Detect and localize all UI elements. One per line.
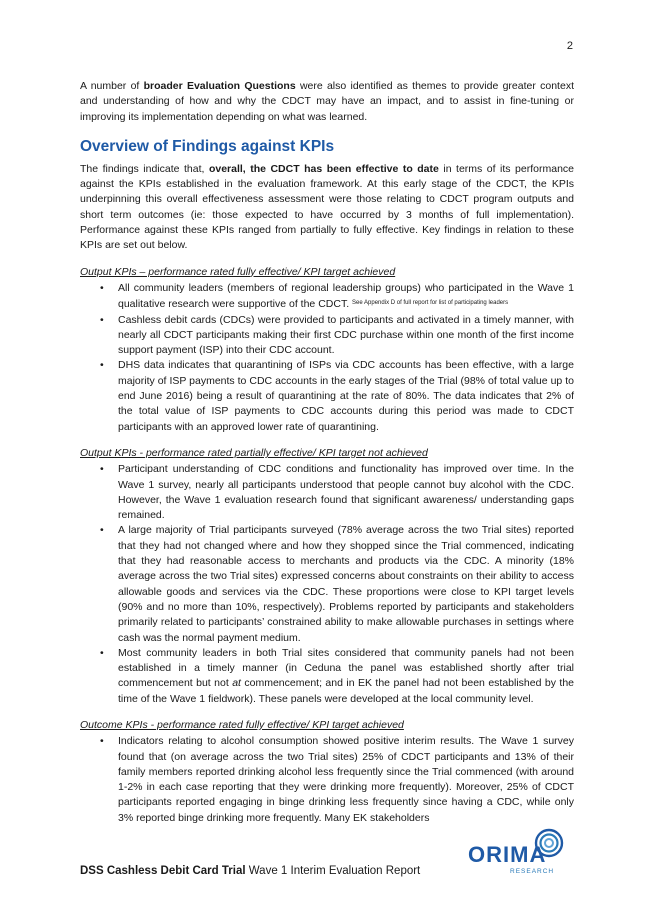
bullet-text: Cashless debit cards (CDCs) were provided to participants and activated in a timely manner, with nearly all CDCT participants making their first CDC purchase within one month of the first income support payment (ISP) into their CDC account.	[118, 313, 574, 357]
list-item	[80, 462, 574, 523]
bullet-emphasis: at	[232, 677, 241, 690]
findings-paragraph	[80, 162, 574, 254]
list-item	[80, 358, 574, 434]
list-item	[80, 734, 574, 826]
bullet-text-start: Most community leaders in both Trial sites considered that community panels had not been established in a timely manner (in Ceduna the panel was established shortly after trial commencement but not	[118, 646, 574, 690]
bullet-text-end: commencement; and in EK the panel had not been established by the time of the Wave 1 fieldwork). These panels were developed at the local community level.	[118, 677, 574, 705]
footer-report-subtitle: Wave 1 Interim Evaluation Report	[245, 865, 421, 877]
findings-text-start: The findings indicate that,	[80, 162, 209, 175]
bullet-text: A large majority of Trial participants surveyed (78% average across the two Trial sites) reported that they had not changed where and how they shopped since the Trial commenced, indicating that they had reasonable access to merchants and products via the CDC. A minority (18% average across the two Trial sites) expressed concerns about constraints on their ability to access allowable goods and services via the CDC. These proportions were close to KPI target levels (90% and no more than 10%, respectively). Problems reported by participants and stakeholders primarily related to participants’ constrained ability to make allowable purchases in settings where cash was the normal payment medium.	[118, 524, 574, 644]
bullet-list-output-fully-effective	[80, 281, 574, 435]
intro-text-end: were also identified as themes to provide greater context and understanding of how and why the CDCT may have an impact, and to assist in fine-tuning or improving its implementation depending on what was learned.	[80, 80, 574, 123]
findings-text-end: in terms of its performance against the KPIs established in the evaluation framework. At this early stage of the CDCT, the KPIs underpinning this overall effectiveness assessment were those relating to CDCT program outputs and short term outcomes (ie: those expected to have occurred by 3 months of full implementation). Performance against these KPIs ranged from partially to fully effective. Key findings in relation to these KPIs are set out below.	[80, 162, 575, 252]
subsection-title-outcome-fully-effective: Outcome KPIs - performance rated fully effective/ KPI target achieved	[80, 718, 404, 731]
subsection-title-output-partially-effective: Output KPIs - performance rated partially effective/ KPI target not achieved	[80, 446, 428, 459]
bullet-text: DHS data indicates that quarantining of ISPs via CDC accounts has been effective, with a large majority of ISP payments to CDC accounts in the early stages of the Trial (98% of total value up to end June 2016) being a result of quarantining at the rate of 80%. The data indicates that 2% of the total value of ISP payments to CDC accounts during this period was made to CDCT participants with an approved lower rate of quarantining.	[118, 359, 574, 433]
section-heading: Overview of Findings against KPIs	[80, 137, 335, 155]
subsection-title-output-fully-effective: Output KPIs – performance rated fully effective/ KPI target achieved	[80, 265, 396, 278]
findings-bold-text: overall, the CDCT has been effective to date	[208, 162, 439, 175]
page-content	[80, 79, 574, 826]
orima-research-logo	[468, 828, 578, 888]
page-number: 2	[566, 40, 573, 52]
footer-report-name: DSS Cashless Debit Card Trial	[80, 865, 246, 877]
bullet-list-outcome-fully-effective	[80, 734, 574, 826]
bullet-text: All community leaders (members of regional leadership groups) who participated in the Wave 1 qualitative research were supportive of the CDCT.	[118, 281, 574, 311]
list-item	[80, 313, 574, 359]
footnote-reference: See Appendix D of full report for list of participating leaders	[352, 300, 509, 307]
intro-text-start: A number of	[80, 80, 144, 92]
page-footer	[80, 865, 420, 877]
concentric-circles-icon	[534, 828, 564, 858]
intro-paragraph	[80, 79, 574, 125]
logo-subtitle: RESEARCH	[510, 868, 555, 875]
bullet-text: Participant understanding of CDC conditions and functionality has improved over time. In the Wave 1 survey, nearly all participants understood that people cannot buy alcohol with the CDC. However, the Wave 1 evaluation research found that significant awareness/ understanding gaps remained.	[118, 463, 574, 522]
list-item	[80, 281, 574, 313]
logo-wordmark: ORIMA	[468, 842, 547, 867]
list-item	[80, 646, 574, 707]
intro-bold-text: broader Evaluation Questions	[143, 80, 296, 92]
list-item	[80, 523, 574, 645]
bullet-list-output-partially-effective	[80, 462, 574, 707]
bullet-text: Indicators relating to alcohol consumption showed positive interim results. The Wave 1 survey found that (on average across the two Trial sites) 25% of CDCT participants and 13% of their family members reported drinking alcohol less frequently since the Trial commenced (with around 1-2% in each case reporting that they were drinking more frequently). Moreover, 25% of CDCT participants reported engaging in binge drinking less frequently since having a CDC, while only 3% reported binge drinking more frequently. Many EK stakeholders	[118, 735, 574, 824]
